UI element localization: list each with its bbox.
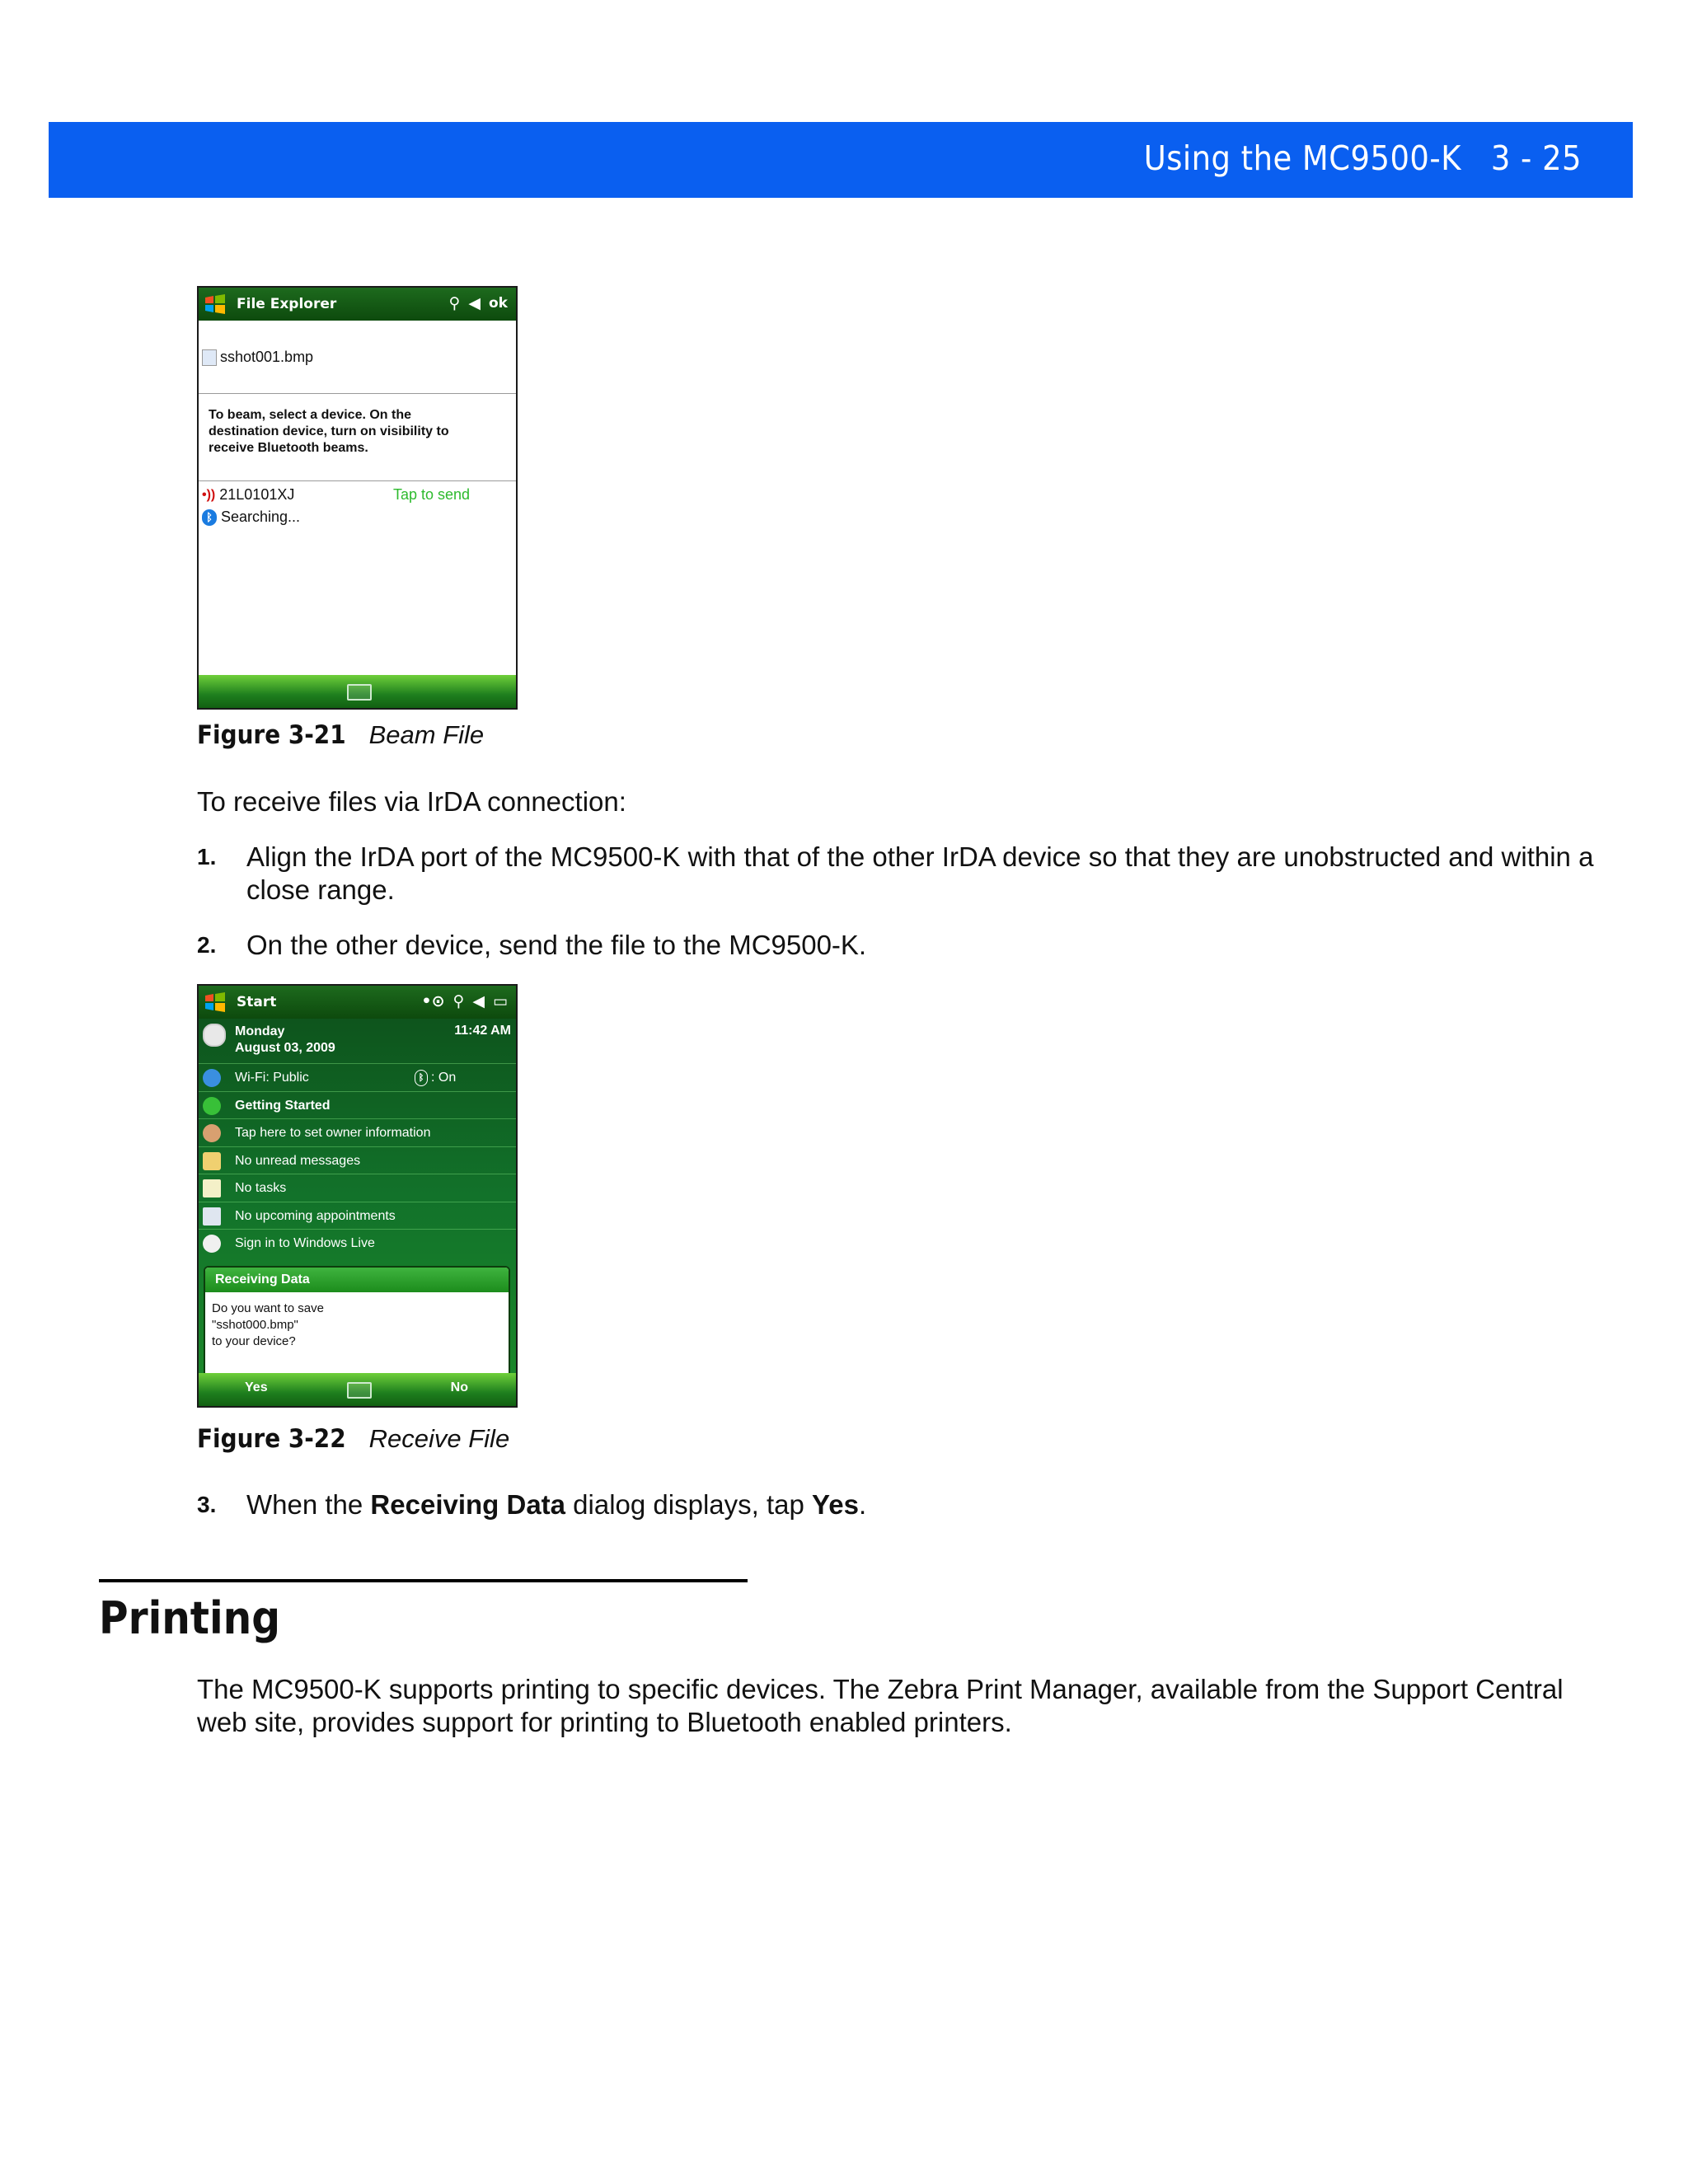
today-item-tasks[interactable] xyxy=(199,1174,516,1202)
screen-title: Start xyxy=(237,994,277,1010)
owner-icon xyxy=(203,1124,221,1142)
today-item-owner[interactable] xyxy=(199,1118,516,1146)
date-block[interactable] xyxy=(235,1024,335,1057)
today-item-windows-live[interactable] xyxy=(199,1229,516,1257)
bluetooth-icon: ᛒ xyxy=(202,509,217,526)
header-page-number: 3 - 25 xyxy=(1490,138,1582,178)
ok-button[interactable]: ok xyxy=(489,295,508,312)
keyboard-icon[interactable] xyxy=(347,684,372,701)
file-item[interactable] xyxy=(202,349,313,366)
figure-label: Figure 3-21 xyxy=(197,720,346,750)
step-2 xyxy=(197,929,1598,962)
figure-label: Figure 3-22 xyxy=(197,1424,346,1454)
date-text: August 03, 2009 xyxy=(235,1041,335,1055)
step-3 xyxy=(197,1488,1598,1521)
dialog-line: to your device? xyxy=(212,1334,296,1348)
beam-instruction: To beam, select a device. On the destination device, turn on visibility to receive Bluetooth beams. xyxy=(209,408,449,455)
infrared-icon: •)) xyxy=(202,487,216,502)
screen-title: File Explorer xyxy=(237,296,337,312)
figure-name: Beam File xyxy=(368,720,485,749)
figure-name: Receive File xyxy=(368,1424,510,1453)
dialog-line: Do you want to save xyxy=(212,1301,324,1315)
page-header-bar xyxy=(49,122,1633,198)
volume-icon[interactable]: ◀ xyxy=(468,294,481,312)
tasks-label: No tasks xyxy=(235,1180,287,1195)
step-number: 3. xyxy=(197,1492,217,1517)
beam-file-screenshot xyxy=(197,286,518,710)
windows-live-icon xyxy=(203,1235,221,1253)
sync-icon[interactable]: •⊙ xyxy=(421,992,445,1010)
device-name: 21L0101XJ xyxy=(219,486,295,503)
today-item-messages[interactable] xyxy=(199,1146,516,1174)
dialog-line: "sshot000.bmp" xyxy=(212,1318,298,1332)
receive-file-screenshot xyxy=(197,984,518,1408)
volume-icon[interactable]: ◀ xyxy=(472,992,485,1010)
messages-label: No unread messages xyxy=(235,1153,361,1168)
wifi-label: Wi-Fi: Public xyxy=(235,1070,309,1085)
bluetooth-icon: ᛒ xyxy=(415,1070,428,1086)
step-1 xyxy=(197,841,1598,907)
step-text-part: . xyxy=(858,1489,867,1520)
title-bar xyxy=(199,288,516,321)
windows-live-label: Sign in to Windows Live xyxy=(235,1235,375,1250)
step-text-part: When the xyxy=(246,1489,371,1520)
envelope-icon xyxy=(203,1152,221,1170)
intro-paragraph: To receive files via IrDA connection: xyxy=(197,786,626,817)
connectivity-icon[interactable]: ⚲ xyxy=(448,294,461,312)
day-text: Monday xyxy=(235,1024,285,1038)
step-text xyxy=(246,1488,1598,1521)
windows-start-icon[interactable] xyxy=(204,991,227,1014)
calendar-icon xyxy=(203,1207,221,1226)
header-title: Using the MC9500-K xyxy=(1143,138,1461,178)
wifi-icon xyxy=(203,1069,221,1087)
today-item-getting-started[interactable] xyxy=(199,1091,516,1119)
getting-started-icon xyxy=(203,1097,221,1115)
file-name: sshot001.bmp xyxy=(220,349,314,365)
tap-to-send-link[interactable]: Tap to send xyxy=(393,486,471,503)
section-title: Printing xyxy=(99,1592,281,1644)
today-item-appointments[interactable] xyxy=(199,1202,516,1230)
divider xyxy=(199,480,516,481)
owner-label: Tap here to set owner information xyxy=(235,1125,431,1140)
time-text[interactable]: 11:42 AM xyxy=(454,1024,511,1038)
dialog-message xyxy=(205,1292,509,1358)
figure-caption xyxy=(197,720,484,750)
softkey-bar xyxy=(199,1373,516,1406)
clock-icon xyxy=(203,1024,226,1047)
dialog-title: Receiving Data xyxy=(205,1268,509,1292)
getting-started-label: Getting Started xyxy=(235,1098,331,1113)
no-softkey[interactable]: No xyxy=(450,1380,468,1394)
printing-paragraph: The MC9500-K supports printing to specific devices. The Zebra Print Manager, available from the Support Central web site, provides support for printing to Bluetooth enabled printers. xyxy=(197,1674,1564,1737)
searching-status: Searching... xyxy=(221,509,301,525)
step-text: On the other device, send the file to the MC9500-K. xyxy=(246,930,867,960)
title-bar xyxy=(199,986,516,1019)
windows-start-icon[interactable] xyxy=(204,293,227,316)
figure-caption xyxy=(197,1424,509,1454)
header-text xyxy=(1144,138,1582,178)
divider xyxy=(199,393,516,394)
step-text-part: dialog displays, tap xyxy=(565,1489,813,1520)
step-text: Align the IrDA port of the MC9500-K with that of the other IrDA device so that they are unobstructed and within a close range. xyxy=(246,841,1594,905)
dialog-name-bold: Receiving Data xyxy=(370,1489,566,1520)
step-number: 1. xyxy=(197,844,217,869)
battery-icon[interactable]: ▭ xyxy=(493,992,508,1010)
keyboard-icon[interactable] xyxy=(347,1382,372,1399)
appointments-label: No upcoming appointments xyxy=(235,1208,396,1223)
bitmap-file-icon xyxy=(202,349,217,366)
yes-bold: Yes xyxy=(812,1489,859,1520)
today-item-wifi[interactable] xyxy=(199,1063,516,1091)
bluetooth-status-text: : On xyxy=(431,1070,457,1085)
section-rule xyxy=(99,1579,748,1582)
softkey-bar xyxy=(199,675,516,708)
receiving-data-dialog xyxy=(204,1266,510,1376)
tasks-icon xyxy=(203,1179,221,1197)
yes-softkey[interactable]: Yes xyxy=(245,1380,268,1394)
bluetooth-search-item xyxy=(202,509,300,526)
bluetooth-status xyxy=(415,1070,456,1086)
connectivity-icon[interactable]: ⚲ xyxy=(452,992,465,1010)
step-number: 2. xyxy=(197,932,217,958)
